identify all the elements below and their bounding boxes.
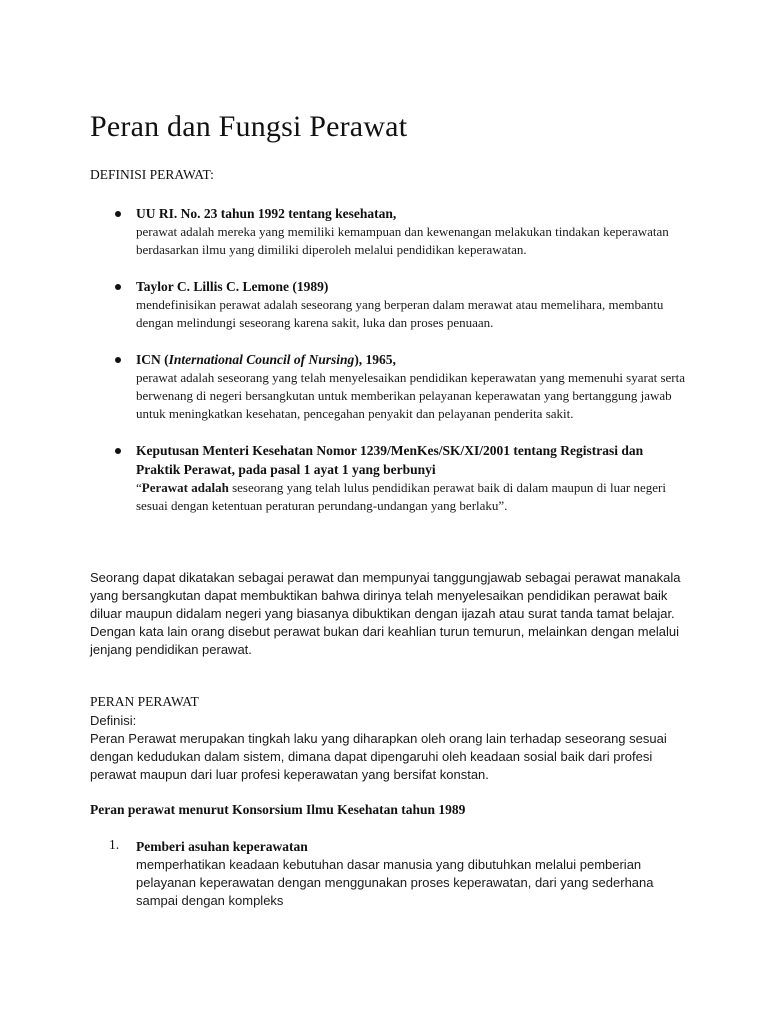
peran-heading: PERAN PERAWAT xyxy=(90,694,199,709)
list-item xyxy=(90,277,690,332)
list-item xyxy=(90,837,690,910)
paragraph-1 xyxy=(90,569,690,659)
definition-head-prefix: ICN ( xyxy=(136,352,169,367)
peran-definisi-text: Peran Perawat merupakan tingkah laku yang diharapkan oleh orang lain terhadap seseorang sesuai dengan kedudukan dalam sistem, dimana dapat dipengaruhi oleh keadaan sosial baik dari profesi perawat maupun dari luar profesi keperawatan yang bersifat konstan. xyxy=(90,731,667,782)
bullet-icon xyxy=(115,284,121,290)
konsorsium-heading: Peran perawat menurut Konsorsium Ilmu Kesehatan tahun 1989 xyxy=(90,802,466,817)
role-body: memperhatikan keadaan kebutuhan dasar manusia yang dibutuhkan melalui pemberian pelayanan keperawatan dengan menggunakan proses keperawatan, dari yang sederhana sampai dengan kompleks xyxy=(136,857,654,908)
bullet-icon xyxy=(115,211,121,217)
definition-body xyxy=(136,479,690,515)
definition-body: perawat adalah mereka yang memiliki kemampuan dan kewenangan melakukan tindakan keperawatan berdasarkan ilmu yang dimiliki diperoleh melalui pendidikan keperawatan. xyxy=(136,224,669,257)
definition-head-italic: International Council of Nursing xyxy=(168,352,355,367)
definition-body-text: seseorang yang telah lulus pendidikan perawat baik di dalam maupun di luar negeri sesuai dengan ketentuan peraturan perundang-undangan yang berlaku”. xyxy=(136,480,666,513)
peran-definisi-label: Definisi: xyxy=(90,713,137,728)
definition-body: perawat adalah seseorang yang telah menyelesaikan pendidikan keperawatan yang memenuhi syarat serta berwenang di negeri bersangkutan untuk memberikan pelayanan keperawatan yang bertanggung jawab untuk meningkatkan kesehatan, pencegahan penyakit dan pelayanan penderita sakit. xyxy=(136,370,686,421)
definition-head xyxy=(136,350,690,369)
roles-list xyxy=(90,837,690,910)
paragraph-line: Dengan kata lain orang disebut perawat bukan dari keahlian turun temurun, melainkan dengan melalui jenjang pendidikan perawat. xyxy=(90,624,679,657)
definition-body-bold: Perawat adalah xyxy=(141,480,229,495)
paragraph-line: Seorang dapat dikatakan sebagai perawat dan mempunyai tanggungjawab sebagai perawat manakala yang bersangkutan dapat membuktikan bahwa dirinya telah menyelesaikan pendidikan perawat baik diluar maupun didalam negeri yang biasanya dibuktikan dengan ijazah atau surat tanda tamat belajar. xyxy=(90,570,681,621)
page-title: Peran dan Fungsi Perawat xyxy=(90,110,408,143)
role-number: 1. xyxy=(109,837,120,852)
peran-definisi xyxy=(90,712,690,784)
quote-open: “ xyxy=(136,480,142,495)
definition-head: Taylor C. Lillis C. Lemone (1989) xyxy=(136,279,329,294)
role-head: Pemberi asuhan keperawatan xyxy=(136,839,308,854)
list-item xyxy=(90,350,690,423)
definition-head: Keputusan Menteri Kesehatan Nomor 1239/MenKes/SK/XI/2001 tentang Registrasi dan Praktik Perawat, pada pasal 1 ayat 1 yang berbunyi xyxy=(136,443,644,477)
bullet-icon xyxy=(115,448,121,454)
definition-head-suffix: ), 1965, xyxy=(354,352,396,367)
list-item xyxy=(90,204,690,259)
definition-head: UU RI. No. 23 tahun 1992 tentang kesehatan, xyxy=(136,206,397,221)
definisi-heading: DEFINISI PERAWAT: xyxy=(90,167,214,182)
bullet-icon xyxy=(115,357,121,363)
definition-body: mendefinisikan perawat adalah seseorang yang berperan dalam merawat atau memelihara, membantu dengan melindungi seseorang karena sakit, luka dan proses penuaan. xyxy=(136,297,664,330)
definition-list xyxy=(90,204,690,515)
list-item xyxy=(90,441,690,515)
